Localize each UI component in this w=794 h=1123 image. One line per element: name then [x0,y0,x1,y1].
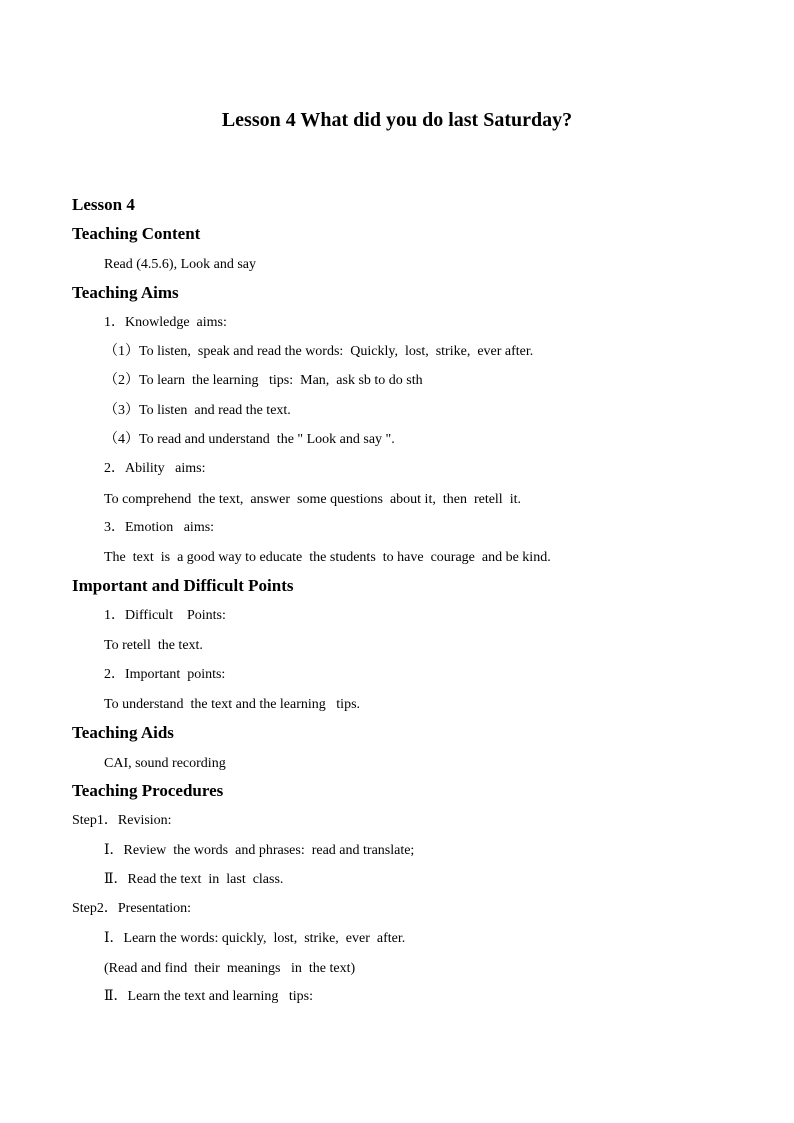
document-title: Lesson 4 What did you do last Saturday? [221,109,573,131]
teaching-content-text: Read (4.5.6), Look and say [104,257,257,272]
difficult-points-text: To retell the text. [104,638,203,653]
ability-aims-text: To comprehend the text, answer some questions about it, then retell it. [104,492,521,507]
teaching-aids-heading: Teaching Aids [72,723,174,742]
step1-label: Step1．Revision: [72,813,172,828]
step1-item-2: Ⅱ．Read the text in last class. [104,872,284,887]
ability-aims-label: 2．Ability aims: [104,461,206,476]
teaching-procedures-heading: Teaching Procedures [72,781,224,800]
knowledge-aim-3: （3）To listen and read the text. [104,403,291,418]
knowledge-aim-4: （4）To read and understand the " Look and say ". [104,432,395,447]
step2-label: Step2．Presentation: [72,901,191,916]
teaching-content-heading: Teaching Content [72,224,201,243]
important-points-text: To understand the text and the learning tips. [104,697,361,712]
knowledge-aim-2: （2）To learn the learning tips: Man, ask sb to do sth [104,373,423,388]
step2-item-1: Ⅰ．Learn the words: quickly, lost, strike, ever after. [104,931,406,946]
step2-item-2: Ⅱ．Learn the text and learning tips: [104,989,313,1004]
teaching-aims-heading: Teaching Aims [72,283,179,302]
teaching-aids-text: CAI, sound recording [104,756,226,771]
difficult-points-label: 1．Difficult Points: [104,608,226,623]
important-points-label: 2．Important points: [104,667,226,682]
step1-item-1: Ⅰ．Review the words and phrases: read and translate; [104,843,415,858]
knowledge-aims-label: 1．Knowledge aims: [104,315,227,330]
lesson-heading: Lesson 4 [72,195,135,214]
step2-note: (Read and find their meanings in the text) [104,961,356,976]
emotion-aims-label: 3．Emotion aims: [104,520,215,535]
points-heading: Important and Difficult Points [72,576,294,595]
knowledge-aim-1: （1）To listen, speak and read the words: Quickly, lost, strike, ever after. [104,344,534,359]
emotion-aims-text: The text is a good way to educate the students to have courage and be kind. [104,550,551,565]
